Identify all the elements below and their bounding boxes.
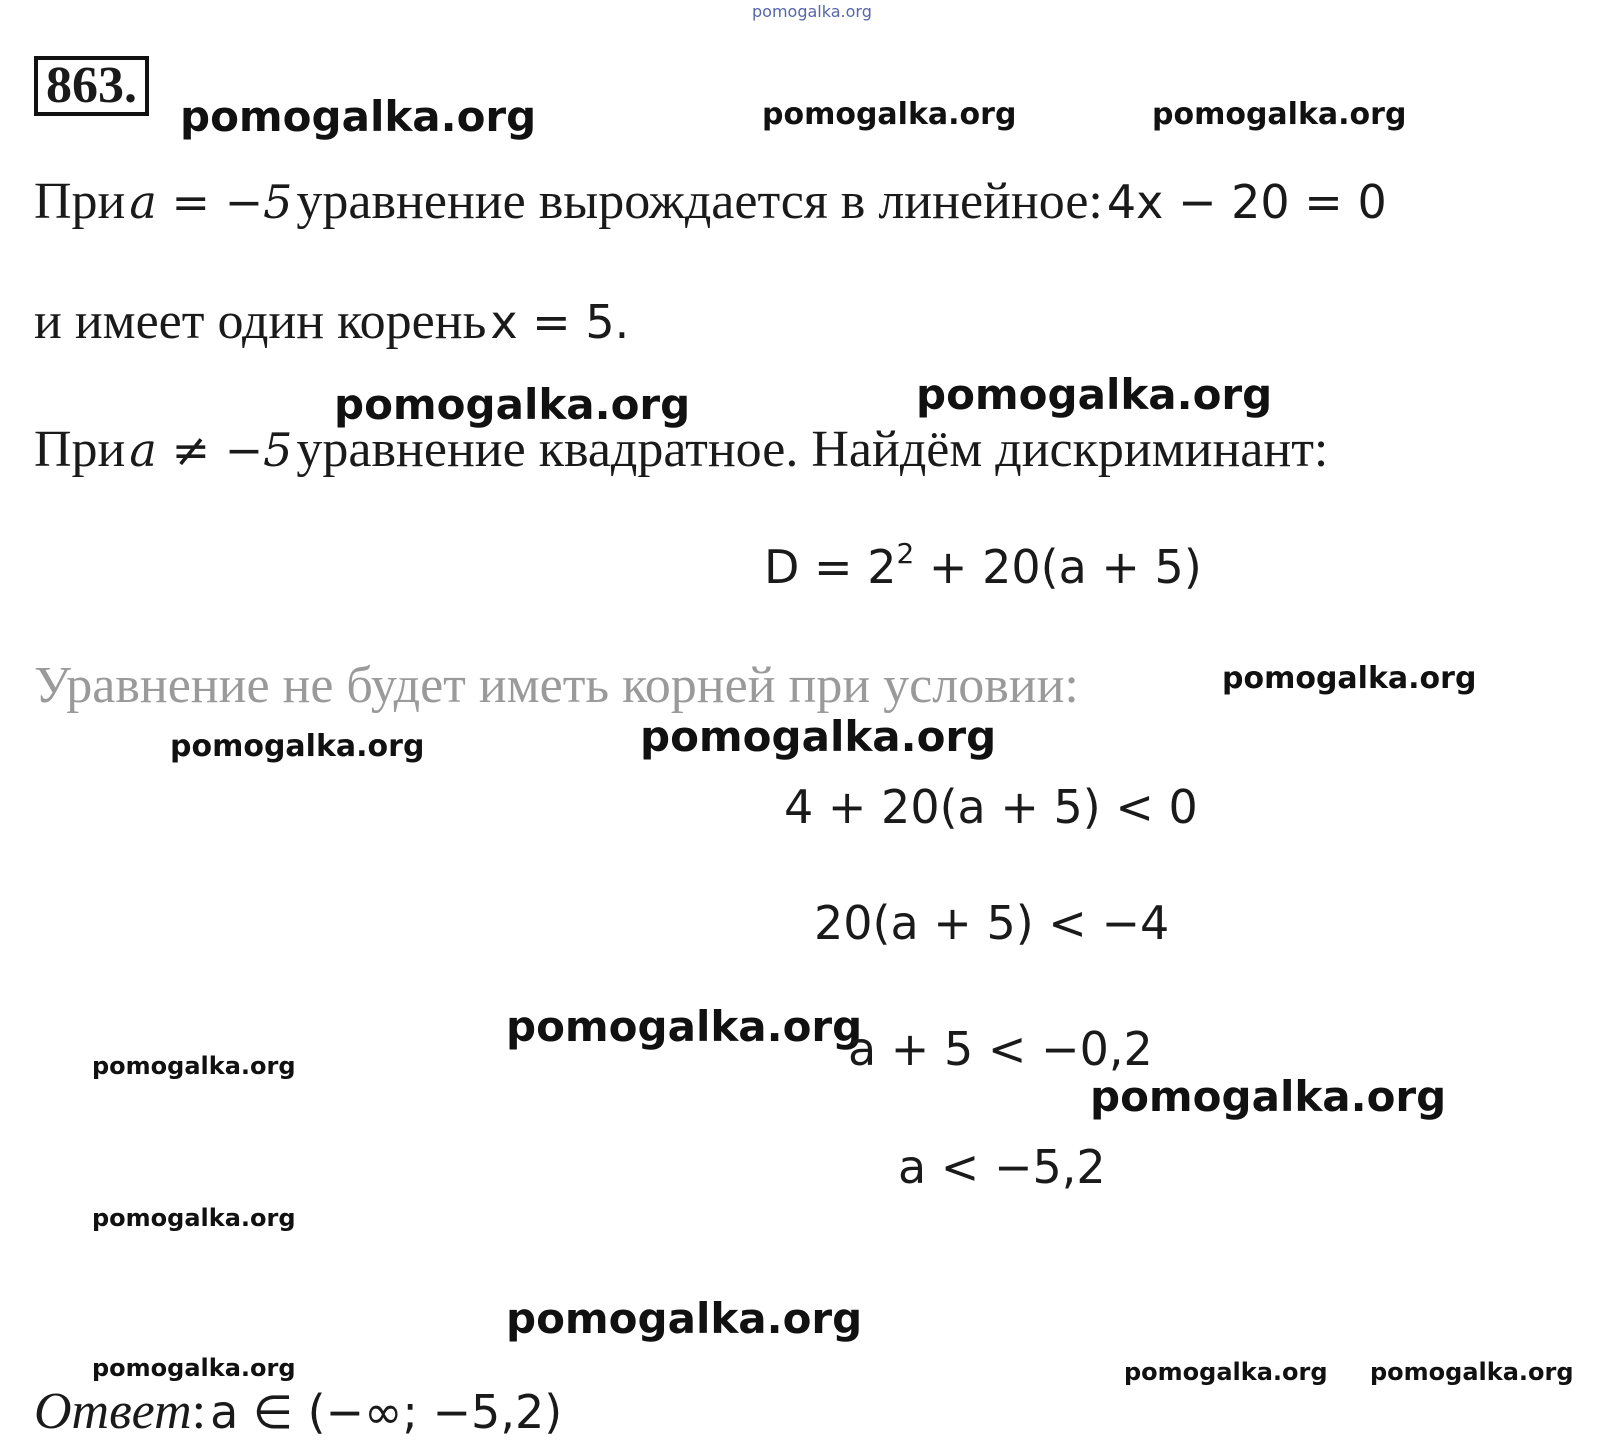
line-linear-case (34, 173, 1387, 230)
watermark: pomogalka.org (1222, 661, 1477, 696)
discriminant-exponent: 2 (896, 537, 915, 570)
watermark-top: pomogalka.org (752, 2, 872, 21)
watermark: pomogalka.org (640, 712, 997, 761)
text-body: уравнение вырождается в линейное: (296, 173, 1103, 230)
watermark: pomogalka.org (506, 1294, 863, 1343)
math-condition: a = −5 (129, 175, 293, 229)
watermark: pomogalka.org (1152, 97, 1407, 132)
text-prefix: При (34, 173, 126, 230)
watermark: pomogalka.org (92, 1354, 296, 1382)
watermark: pomogalka.org (334, 380, 691, 429)
watermark: pomogalka.org (1090, 1072, 1447, 1121)
watermark: pomogalka.org (92, 1052, 296, 1080)
watermark: pomogalka.org (916, 370, 1273, 419)
condition-text: Уравнение не будет иметь корней при условии: (34, 657, 1079, 714)
answer-line (34, 1382, 562, 1441)
answer-value: a ∈ (−∞; −5,2) (210, 1385, 563, 1439)
step-inequality-4: a < −5,2 (898, 1140, 1106, 1194)
math-equation: 4x − 20 = 0 (1106, 175, 1387, 229)
watermark: pomogalka.org (180, 92, 537, 141)
line-one-root (34, 293, 630, 350)
step-inequality-1: 4 + 20(a + 5) < 0 (784, 780, 1198, 834)
watermark: pomogalka.org (92, 1204, 296, 1232)
discriminant-formula (764, 537, 1202, 594)
watermark: pomogalka.org (170, 729, 425, 764)
watermark: pomogalka.org (1124, 1358, 1328, 1386)
text-body: уравнение квадратное. Найдём дискриминант: (296, 421, 1329, 478)
watermark: pomogalka.org (1370, 1358, 1574, 1386)
problem-number: 863. (34, 56, 149, 116)
answer-label: Ответ (34, 1383, 192, 1440)
discriminant-rhs: + 20(a + 5) (914, 540, 1202, 594)
math-condition: a ≠ −5 (129, 423, 293, 477)
line-quadratic-case (34, 421, 1329, 478)
answer-colon: : (191, 1383, 207, 1440)
watermark: pomogalka.org (762, 97, 1017, 132)
watermark: pomogalka.org (506, 1002, 863, 1051)
discriminant-lhs: D = 2 (764, 540, 897, 594)
text-body: и имеет один корень (34, 293, 487, 350)
step-inequality-3: a + 5 < −0,2 (848, 1022, 1153, 1076)
math-root: x = 5. (490, 295, 630, 349)
step-inequality-2: 20(a + 5) < −4 (814, 896, 1170, 950)
text-prefix: При (34, 421, 126, 478)
